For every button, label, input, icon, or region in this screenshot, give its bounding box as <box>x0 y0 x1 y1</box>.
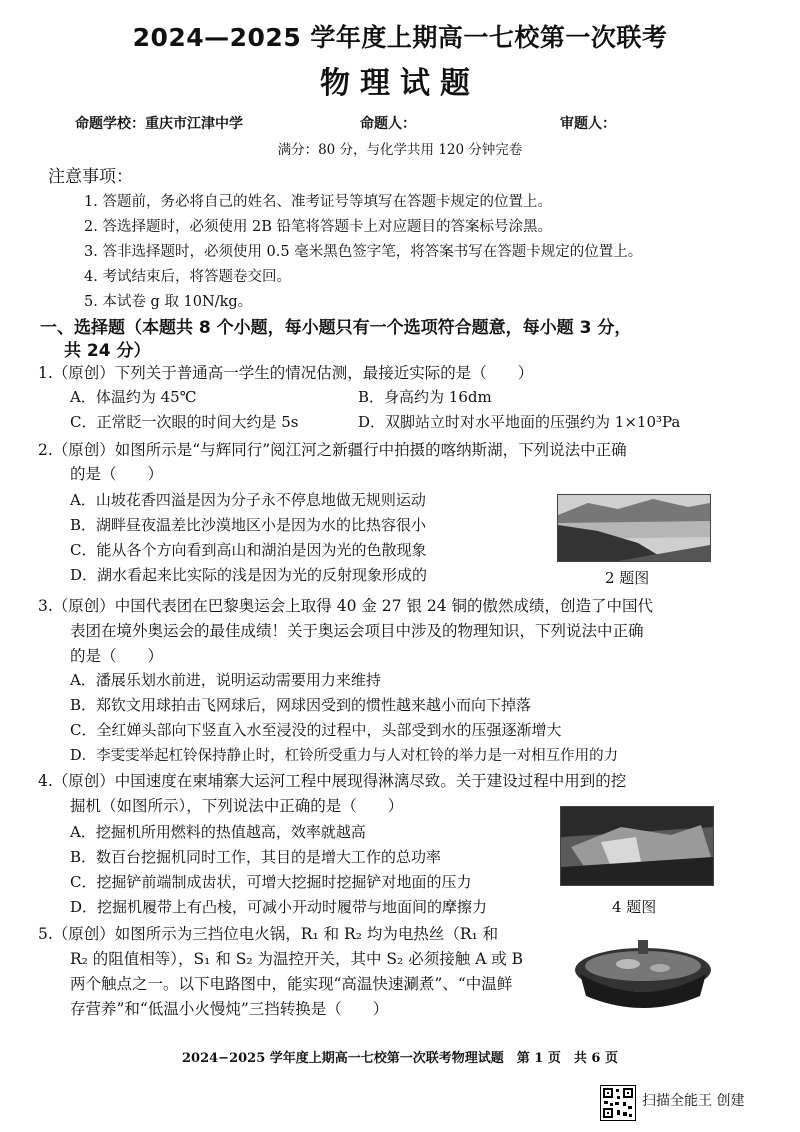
score-line: 满分：80 分，与化学共用 120 分钟完卷 <box>277 142 523 158</box>
question-5-stem: 5.（原创）如图所示为三挡位电火锅，R₁ 和 R₂ 均为电热丝（R₁ 和 <box>38 925 499 943</box>
lake-photo <box>557 494 711 562</box>
q3-option-d: D．李雯雯举起杠铃保持静止时，杠铃所受重力与人对杠铃的举力是一对相互作用的力 <box>70 748 619 764</box>
figure-2-caption: 2 题图 <box>605 569 650 587</box>
notice-heading: 注意事项： <box>48 167 133 187</box>
notice-item: 1. 答题前，务必将自己的姓名、准考证号等填写在答题卡规定的位置上。 <box>84 194 552 210</box>
notice-item: 4. 考试结束后，将答题卷交回。 <box>84 269 291 285</box>
q3-option-c: C．全红婵头部向下竖直入水至浸没的过程中，头部受到水的压强逐渐增大 <box>70 721 562 739</box>
q1-option-a: A．体温约为 45℃ <box>70 388 197 406</box>
excavator-photo <box>560 806 714 886</box>
q2-option-b: B．湖畔昼夜温差比沙漠地区小是因为水的比热容很小 <box>70 516 427 534</box>
question-5-stem-cont3: 存营养”和“低温小火慢炖”三挡转换是（ ） <box>70 1000 389 1018</box>
question-4-stem-cont: 掘机（如图所示），下列说法中正确的是（ ） <box>70 797 404 815</box>
notice-item: 2. 答选择题时，必须使用 2B 铅笔将答题卡上对应题目的答案标号涂黑。 <box>84 219 553 235</box>
q1-option-b: B．身高约为 16dm <box>358 388 492 406</box>
reviewer-label: 审题人： <box>560 116 616 132</box>
qr-code-icon <box>600 1085 636 1121</box>
school-label: 命题学校：重庆市江津中学 <box>75 116 243 132</box>
question-1-stem: 1.（原创）下列关于普通高一学生的情况估测，最接近实际的是（ ） <box>38 364 534 382</box>
question-2-stem-cont: 的是（ ） <box>70 465 164 483</box>
q2-option-c: C．能从各个方向看到高山和湖泊是因为光的色散现象 <box>70 541 427 559</box>
q3-option-a: A．潘展乐划水前进，说明运动需要用力来维持 <box>70 671 381 689</box>
section-heading-cont: 共 24 分） <box>64 341 151 361</box>
notice-item: 3. 答非选择题时，必须使用 0.5 毫米黑色签字笔，将答案书写在答题卡规定的位置上。 <box>84 244 643 260</box>
q4-option-c: C．挖掘铲前端制成齿状，可增大挖掘时挖掘铲对地面的压力 <box>70 873 472 891</box>
q2-option-d: D．湖水看起来比实际的浅是因为光的反射现象形成的 <box>70 566 428 584</box>
question-2-stem: 2.（原创）如图所示是“与辉同行”阅江河之新疆行中拍摄的喀纳斯湖，下列说法中正确 <box>38 441 627 459</box>
question-4-stem: 4.（原创）中国速度在柬埔寨大运河工程中展现得淋漓尽致。关于建设过程中用到的挖 <box>38 772 627 790</box>
question-5-stem-cont: R₂ 的阻值相等），S₁ 和 S₂ 为温控开关，其中 S₂ 必须接触 A 或 B <box>70 950 524 968</box>
question-5-stem-cont2: 两个触点之一。以下电路图中，能实现“高温快速涮煮”、“中温鲜 <box>70 975 513 993</box>
question-3-stem: 3.（原创）中国代表团在巴黎奥运会上取得 40 金 27 银 24 铜的傲然成绩，创造了中国代 <box>38 597 654 615</box>
figure-4-caption: 4 题图 <box>612 898 657 916</box>
q4-option-b: B．数百台挖掘机同时工作，其目的是增大工作的总功率 <box>70 848 442 866</box>
q1-option-d: D．双脚站立时对水平地面的压强约为 1×10³Pa <box>358 413 681 431</box>
scanner-watermark: 扫描全能王 创建 <box>642 1093 745 1109</box>
exam-meta <box>75 113 725 135</box>
author-label: 命题人： <box>360 116 416 132</box>
q4-option-d: D．挖掘机履带上有凸棱，可减小开动时履带与地面间的摩擦力 <box>70 898 488 916</box>
q3-option-b: B．郑钦文用球拍击飞网球后，网球因受到的惯性越来越小而向下掉落 <box>70 696 532 714</box>
exam-title: 2024—2025 学年度上期高一七校第一次联考 <box>132 23 668 52</box>
notice-item: 5. 本试卷 g 取 10N/kg。 <box>84 294 253 310</box>
q4-option-a: A．挖掘机所用燃料的热值越高，效率就越高 <box>70 823 366 841</box>
q2-option-a: A．山坡花香四溢是因为分子永不停息地做无规则运动 <box>70 491 426 509</box>
q1-option-c: C．正常眨一次眼的时间大约是 5s <box>70 413 299 431</box>
subject-title: 物理试题 <box>320 66 480 101</box>
question-3-stem-cont2: 的是（ ） <box>70 647 164 665</box>
section-heading: 一、选择题（本题共 8 个小题，每小题只有一个选项符合题意，每小题 3 分， <box>40 318 632 338</box>
page-footer: 2024−2025 学年度上期高一七校第一次联考物理试题 第 1 页 共 6 页 <box>182 1051 618 1066</box>
hotpot-photo <box>568 930 718 1018</box>
question-3-stem-cont: 表团在境外奥运会的最佳成绩！关于奥运会项目中涉及的物理知识，下列说法中正确 <box>70 622 644 640</box>
